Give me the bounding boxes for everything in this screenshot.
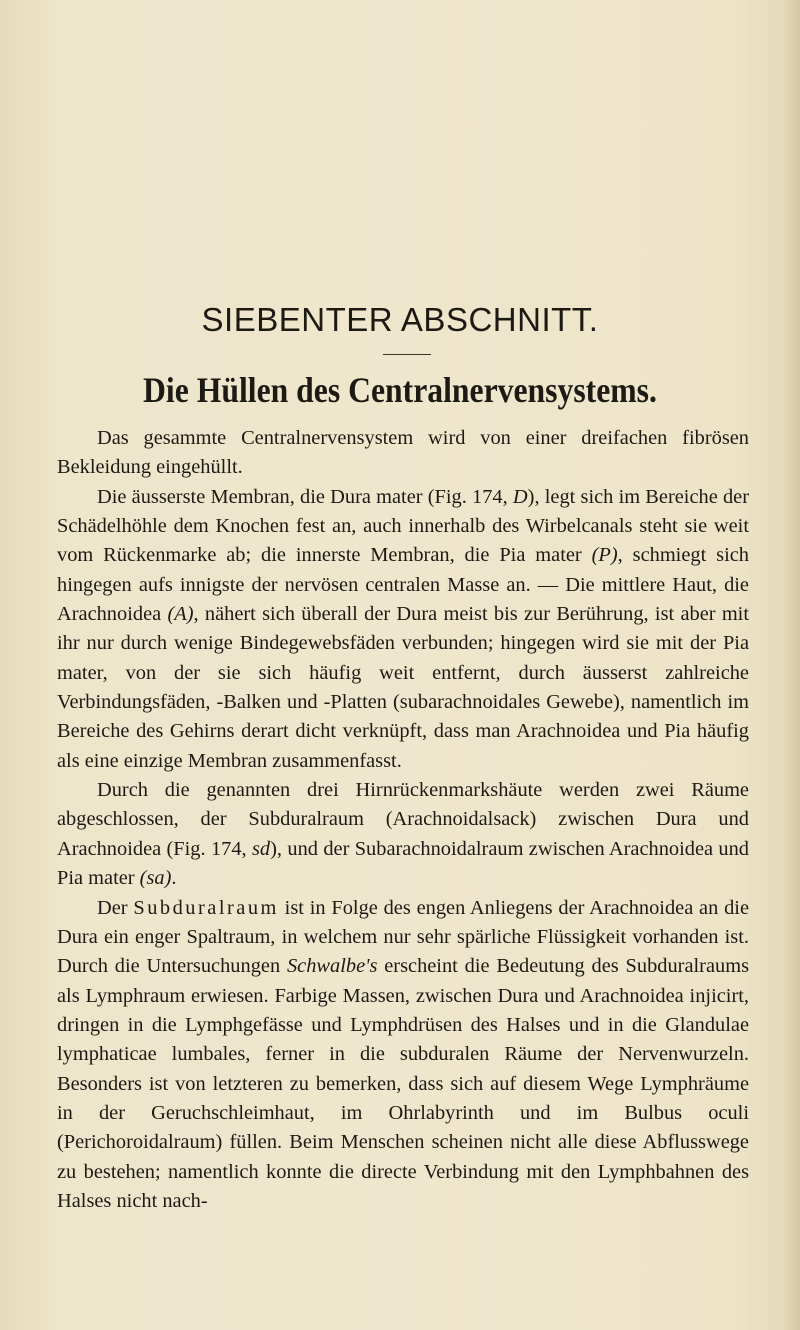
paragraph-3 <box>57 776 749 893</box>
page-edge-shadow <box>784 0 800 1330</box>
figure-label-sa: (sa) <box>139 867 172 890</box>
title-divider <box>383 354 431 355</box>
paragraph-3-text: Durch die genannten drei Hirnrückenmarkshäute werden zwei Räume abgeschlossen, der Subduralraum (Arachnoidalsack) zwischen Dura und Arachnoidea (Fig. 174, <box>57 779 749 860</box>
paragraph-2-text: , nähert sich überall der Dura meist bis zur Berührung, ist aber mit ihr nur durch wenige Bindegewebsfäden verbunden; hingegen wird sie mit der Pia mater, von der sie sich häufig weit entfernt, durch äusserst zahlreiche Verbindungsfäden, -Balken und -Platten (subarachnoidales Gewebe), namentlich im Bereiche des Gehirns derart dicht verknüpft, dass man Arachnoidea und Pia häufig als eine einzige Membran zusammenfasst. <box>57 603 750 772</box>
body-text <box>57 424 749 1216</box>
paragraph-1-text: Das gesammte Centralnervensystem wird von einer dreifachen fibrösen Bekleidung eingehüllt. <box>57 427 749 479</box>
chapter-title: Die Hüllen des Centralnervensystems. <box>143 370 657 410</box>
paragraph-2-text: ), legt sich im Bereiche der Schädelhöhle dem Knochen fest an, auch innerhalb des Wirbelcanals steht sie weit vom Rückenmarke ab; die innerste Membran, die Pia mater <box>57 485 750 567</box>
author-name-schwalbe: Schwalbe's <box>286 955 378 978</box>
paragraph-2-text: , schmiegt sich hingegen aufs innigste der nervösen centralen Masse an. — Die mittlere Haut, die Arachnoidea <box>57 544 749 626</box>
paragraph-4-text: Der <box>97 896 134 919</box>
section-title: SIEBENTER ABSCHNITT. <box>201 301 599 338</box>
paragraph-4-text: ist in Folge des engen Anliegens der Arachnoidea an die Dura ein enger Spaltraum, in welchem nur sehr spärliche Flüssigkeit vorhanden ist. Durch die Untersuchungen <box>57 896 749 978</box>
paragraph-1 <box>57 424 749 483</box>
paragraph-4-text: erscheint die Bedeutung des Subduralraums als Lymphraum erwiesen. Farbige Massen, zwischen Dura und Arachnoidea injicirt, dringen in die Lymphgefässe und Lymphdrüsen des Halses und in die Glandulae lymphaticae lumbales, ferner in die subduralen Räume der Nervenwurzeln. Besonders ist von letzteren zu bemerken, dass sich auf diesem Wege Lymphräume in der Geruchschleimhaut, im Ohrlabyrinth und im Bulbus oculi (Perichoroidalraum) füllen. Beim Menschen scheinen nicht alle diese Abflusswege zu bestehen; namentlich konnte die directe Verbindung mit den Lymphbahnen des Halses nicht nach- <box>57 955 750 1212</box>
paragraph-2-text: Die äusserste Membran, die Dura mater (Fig. 174, <box>97 485 513 508</box>
figure-label-sd: sd <box>252 837 271 860</box>
figure-label-p: (P) <box>591 544 618 567</box>
spaced-term-subduralraum: Subduralraum <box>133 896 279 919</box>
paragraph-3-text: . <box>171 867 177 890</box>
figure-label-a: (A) <box>167 603 194 626</box>
paragraph-2 <box>57 483 749 776</box>
figure-label-d: D <box>512 485 528 508</box>
paragraph-3-text: ), und der Subarachnoidalraum zwischen Arachnoidea und Pia mater <box>57 837 749 890</box>
paragraph-4 <box>57 894 749 1217</box>
